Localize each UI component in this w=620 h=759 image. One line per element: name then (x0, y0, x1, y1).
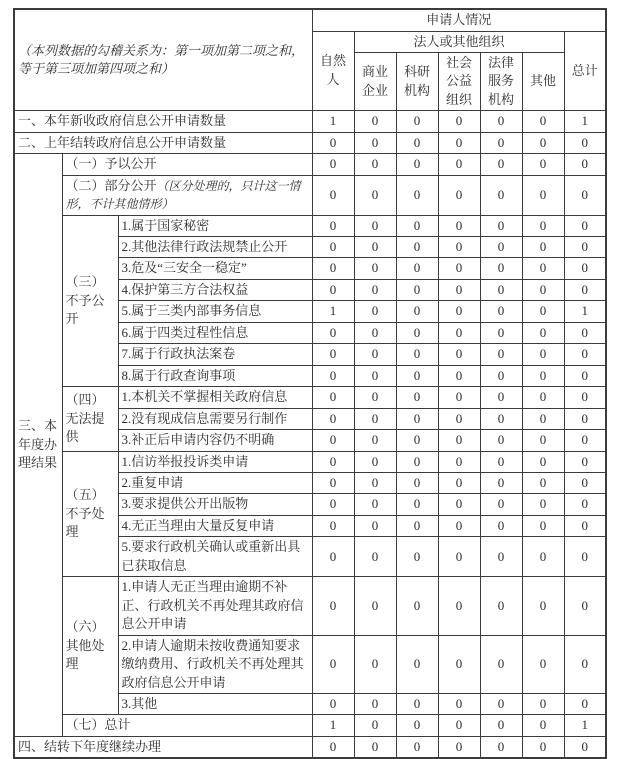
value-cell: 0 (480, 715, 522, 736)
formula-note-cell: （本列数据的勾稽关系为：第一项加第二项之和，等于第三项加第四项之和） (14, 9, 312, 111)
value-cell: 0 (480, 365, 522, 386)
value-cell: 0 (522, 408, 564, 429)
value-cell: 0 (396, 154, 438, 175)
row-label: 3.要求提供公开出版物 (118, 494, 312, 515)
value-cell: 0 (564, 408, 606, 429)
value-cell: 1 (564, 301, 606, 322)
value-cell: 0 (396, 408, 438, 429)
value-cell: 0 (438, 494, 480, 515)
value-cell: 0 (480, 344, 522, 365)
value-cell: 0 (438, 537, 480, 577)
value-cell: 0 (354, 154, 396, 175)
col-header-applicant-status: 申请人情况 (312, 9, 606, 31)
value-cell: 0 (480, 694, 522, 715)
value-cell: 0 (522, 111, 564, 132)
value-cell: 0 (438, 736, 480, 758)
value-cell: 0 (396, 279, 438, 300)
value-cell: 0 (396, 111, 438, 132)
value-cell: 0 (396, 736, 438, 758)
value-cell: 0 (396, 387, 438, 408)
value-cell: 0 (522, 430, 564, 451)
value-cell: 0 (438, 279, 480, 300)
group-label-other-handling: （六）其他处理 (62, 577, 118, 715)
value-cell: 0 (354, 365, 396, 386)
value-cell: 0 (480, 635, 522, 693)
value-cell: 0 (564, 132, 606, 153)
value-cell: 0 (438, 344, 480, 365)
value-cell: 0 (522, 694, 564, 715)
value-cell: 0 (438, 175, 480, 215)
value-cell: 0 (480, 577, 522, 635)
value-cell: 0 (438, 215, 480, 236)
table-row (14, 451, 606, 472)
value-cell: 0 (522, 515, 564, 536)
value-cell: 0 (480, 279, 522, 300)
table-row (14, 577, 606, 635)
value-cell: 0 (354, 635, 396, 693)
value-cell: 0 (522, 237, 564, 258)
value-cell: 0 (480, 537, 522, 577)
value-cell: 0 (564, 344, 606, 365)
value-cell: 1 (564, 715, 606, 736)
value-cell: 0 (438, 132, 480, 153)
value-cell: 0 (354, 694, 396, 715)
value-cell: 0 (522, 473, 564, 494)
value-cell: 0 (354, 577, 396, 635)
row-label: 2.重复申请 (118, 473, 312, 494)
table-row (14, 111, 606, 132)
table-row (14, 387, 606, 408)
value-cell: 0 (564, 473, 606, 494)
row-label (62, 175, 312, 215)
value-cell: 0 (396, 175, 438, 215)
value-cell: 0 (312, 175, 354, 215)
value-cell: 0 (438, 430, 480, 451)
value-cell: 0 (438, 387, 480, 408)
row-label-note: （区分处理的，只计这一情形，不计其他情形） (65, 178, 301, 212)
value-cell: 0 (396, 451, 438, 472)
value-cell: 0 (312, 473, 354, 494)
value-cell: 0 (564, 430, 606, 451)
value-cell: 0 (396, 237, 438, 258)
value-cell: 0 (396, 258, 438, 279)
value-cell: 0 (522, 537, 564, 577)
value-cell: 0 (312, 451, 354, 472)
row-label: 4.保护第三方合法权益 (118, 279, 312, 300)
row-label: 5.要求行政机关确认或重新出具已获取信息 (118, 537, 312, 577)
value-cell: 0 (354, 301, 396, 322)
value-cell: 0 (522, 577, 564, 635)
value-cell: 0 (564, 635, 606, 693)
value-cell: 0 (354, 515, 396, 536)
value-cell: 0 (480, 515, 522, 536)
value-cell: 0 (354, 715, 396, 736)
value-cell: 0 (396, 515, 438, 536)
row-label: 1.本机关不掌握相关政府信息 (118, 387, 312, 408)
value-cell: 0 (312, 365, 354, 386)
value-cell: 0 (564, 736, 606, 758)
group-label-refused: （三）不予公开 (62, 215, 118, 387)
header-row-1 (14, 9, 606, 31)
col-header-total: 总计 (564, 31, 606, 111)
row-label: 一、本年新收政府信息公开申请数量 (14, 111, 312, 132)
value-cell: 0 (438, 635, 480, 693)
value-cell: 0 (438, 577, 480, 635)
value-cell: 0 (354, 344, 396, 365)
value-cell: 0 (438, 473, 480, 494)
value-cell: 0 (312, 322, 354, 343)
value-cell: 0 (396, 344, 438, 365)
value-cell: 0 (438, 301, 480, 322)
row-label: 1.申请人无正当理由逾期不补正、行政机关不再处理其政府信息公开申请 (118, 577, 312, 635)
value-cell: 0 (354, 279, 396, 300)
value-cell: 0 (354, 473, 396, 494)
value-cell: 0 (438, 408, 480, 429)
value-cell: 0 (396, 494, 438, 515)
value-cell: 0 (396, 132, 438, 153)
table-row (14, 215, 606, 236)
value-cell: 0 (564, 175, 606, 215)
value-cell: 0 (396, 715, 438, 736)
value-cell: 0 (354, 175, 396, 215)
value-cell: 0 (354, 258, 396, 279)
table-row (14, 154, 606, 175)
col-header-natural-person: 自然人 (312, 31, 354, 111)
value-cell: 0 (396, 537, 438, 577)
value-cell: 0 (396, 215, 438, 236)
value-cell: 0 (354, 132, 396, 153)
value-cell: 0 (312, 154, 354, 175)
value-cell: 0 (312, 694, 354, 715)
value-cell: 0 (396, 577, 438, 635)
value-cell: 0 (522, 387, 564, 408)
value-cell: 1 (312, 111, 354, 132)
row-label: 7.属于行政执法案卷 (118, 344, 312, 365)
value-cell: 0 (312, 387, 354, 408)
value-cell: 0 (438, 715, 480, 736)
row-label: 1.属于国家秘密 (118, 215, 312, 236)
row-label: 8.属于行政查询事项 (118, 365, 312, 386)
value-cell: 0 (522, 322, 564, 343)
row-label-subtotal: （七）总计 (62, 715, 312, 736)
value-cell: 0 (564, 694, 606, 715)
value-cell: 0 (396, 301, 438, 322)
row-label: 四、结转下年度继续办理 (14, 736, 312, 758)
value-cell: 0 (480, 111, 522, 132)
value-cell: 0 (396, 694, 438, 715)
value-cell: 0 (522, 715, 564, 736)
col-header-legal-service-org: 法律服务机构 (480, 52, 522, 110)
row-label: 二、上年结转政府信息公开申请数量 (14, 132, 312, 153)
section-label-annual-results: 三、本年度办理结果 (14, 154, 62, 737)
value-cell: 0 (396, 473, 438, 494)
table-row (14, 736, 606, 758)
value-cell: 0 (522, 736, 564, 758)
value-cell: 0 (438, 237, 480, 258)
group-label-unavailable: （四）无法提供 (62, 387, 118, 451)
row-label: 6.属于四类过程性信息 (118, 322, 312, 343)
row-label: 3.其他 (118, 694, 312, 715)
value-cell: 0 (522, 451, 564, 472)
value-cell: 0 (480, 736, 522, 758)
value-cell: 0 (438, 154, 480, 175)
table-row (14, 132, 606, 153)
value-cell: 0 (354, 537, 396, 577)
value-cell: 0 (312, 344, 354, 365)
row-label: 2.申请人逾期未按收费通知要求缴纳费用、行政机关不再处理其政府信息公开申请 (118, 635, 312, 693)
value-cell: 0 (564, 279, 606, 300)
disclosure-statistics-table (13, 8, 607, 759)
value-cell: 0 (480, 430, 522, 451)
value-cell: 0 (522, 494, 564, 515)
value-cell: 0 (522, 258, 564, 279)
value-cell: 0 (354, 111, 396, 132)
table-row (14, 715, 606, 736)
row-label: （一）予以公开 (62, 154, 312, 175)
value-cell: 0 (354, 736, 396, 758)
row-label: 2.其他法律行政法规禁止公开 (118, 237, 312, 258)
row-label: 4.无正当理由大量反复申请 (118, 515, 312, 536)
row-label: 3.危及“三安全一稳定” (118, 258, 312, 279)
table-row (14, 175, 606, 215)
value-cell: 0 (312, 515, 354, 536)
value-cell: 0 (480, 175, 522, 215)
value-cell: 0 (564, 322, 606, 343)
value-cell: 0 (312, 408, 354, 429)
value-cell: 0 (564, 154, 606, 175)
value-cell: 0 (480, 215, 522, 236)
value-cell: 0 (480, 387, 522, 408)
col-header-social-welfare-org: 社会公益组织 (438, 52, 480, 110)
value-cell: 0 (438, 515, 480, 536)
value-cell: 0 (480, 237, 522, 258)
value-cell: 0 (564, 451, 606, 472)
value-cell: 1 (312, 715, 354, 736)
value-cell: 0 (522, 301, 564, 322)
value-cell: 0 (438, 258, 480, 279)
value-cell: 0 (312, 132, 354, 153)
value-cell: 0 (396, 365, 438, 386)
value-cell: 0 (480, 132, 522, 153)
value-cell: 0 (396, 635, 438, 693)
value-cell: 0 (564, 515, 606, 536)
row-label-main: （二）部分公开 (65, 177, 157, 193)
value-cell: 0 (312, 494, 354, 515)
value-cell: 0 (354, 430, 396, 451)
row-label: 3.补正后申请内容仍不明确 (118, 430, 312, 451)
row-label: 1.信访举报投诉类申请 (118, 451, 312, 472)
value-cell: 0 (438, 111, 480, 132)
value-cell: 0 (480, 322, 522, 343)
value-cell: 0 (480, 258, 522, 279)
value-cell: 0 (480, 301, 522, 322)
value-cell: 0 (522, 635, 564, 693)
value-cell: 0 (438, 365, 480, 386)
value-cell: 0 (396, 430, 438, 451)
row-label: 2.没有现成信息需要另行制作 (118, 408, 312, 429)
value-cell: 0 (564, 494, 606, 515)
col-header-research-institution: 科研机构 (396, 52, 438, 110)
value-cell: 0 (480, 473, 522, 494)
value-cell: 0 (312, 279, 354, 300)
value-cell: 0 (312, 736, 354, 758)
value-cell: 0 (312, 237, 354, 258)
value-cell: 0 (522, 154, 564, 175)
value-cell: 0 (564, 537, 606, 577)
value-cell: 0 (480, 408, 522, 429)
value-cell: 0 (522, 279, 564, 300)
value-cell: 0 (564, 365, 606, 386)
value-cell: 0 (564, 237, 606, 258)
value-cell: 0 (564, 577, 606, 635)
value-cell: 0 (480, 451, 522, 472)
value-cell: 0 (522, 132, 564, 153)
value-cell: 0 (354, 387, 396, 408)
value-cell: 0 (354, 237, 396, 258)
row-label: 5.属于三类内部事务信息 (118, 301, 312, 322)
value-cell: 0 (354, 451, 396, 472)
value-cell: 0 (522, 215, 564, 236)
value-cell: 0 (522, 365, 564, 386)
value-cell: 0 (564, 215, 606, 236)
value-cell: 0 (312, 258, 354, 279)
value-cell: 0 (480, 494, 522, 515)
value-cell: 0 (564, 387, 606, 408)
value-cell: 0 (438, 451, 480, 472)
value-cell: 0 (522, 175, 564, 215)
value-cell: 0 (438, 694, 480, 715)
value-cell: 0 (312, 430, 354, 451)
col-header-other-org: 其他 (522, 52, 564, 110)
value-cell: 0 (480, 154, 522, 175)
value-cell: 1 (564, 111, 606, 132)
value-cell: 0 (312, 537, 354, 577)
value-cell: 0 (354, 408, 396, 429)
col-header-commercial-enterprise: 商业企业 (354, 52, 396, 110)
value-cell: 0 (396, 322, 438, 343)
value-cell: 0 (354, 494, 396, 515)
value-cell: 0 (438, 322, 480, 343)
value-cell: 0 (312, 215, 354, 236)
value-cell: 1 (312, 301, 354, 322)
value-cell: 0 (564, 258, 606, 279)
value-cell: 0 (312, 635, 354, 693)
value-cell: 0 (354, 215, 396, 236)
value-cell: 0 (522, 344, 564, 365)
col-header-legal-org-group: 法人或其他组织 (354, 31, 564, 52)
group-label-not-processed: （五）不予处理 (62, 451, 118, 577)
value-cell: 0 (312, 577, 354, 635)
value-cell: 0 (354, 322, 396, 343)
